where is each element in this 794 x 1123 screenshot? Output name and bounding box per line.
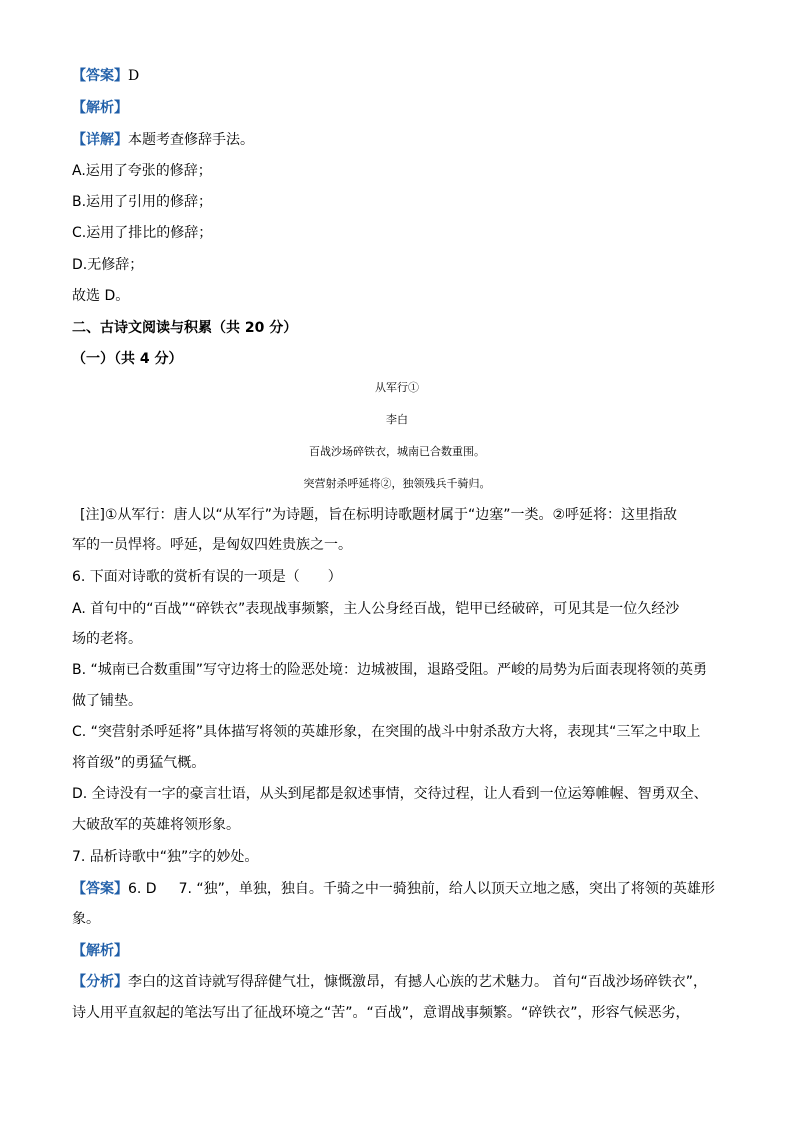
answer-line-1 bbox=[72, 66, 722, 86]
answer-value: D bbox=[128, 68, 140, 84]
analysis-label-2: 【解析】 bbox=[72, 943, 128, 959]
option-d: D.无修辞； bbox=[72, 257, 144, 273]
fenxi-line-2: 诗人用平直叙起的笔法写出了征战环境之“苦”。“百战”，意谓战事频繁。“碎铁衣”，形容气候恶劣， bbox=[72, 1005, 690, 1021]
poem-title: 从军行① bbox=[375, 381, 419, 394]
choose-line: 故选 D。 bbox=[72, 288, 130, 304]
analysis-label: 【解析】 bbox=[72, 100, 128, 116]
q6-option-c-line-1: C. “突营射杀呼延将”具体描写将领的英雄形象，在突围的战斗中射杀敌方大将，表现其“三军之中取上 bbox=[72, 724, 701, 740]
detail-line bbox=[72, 130, 722, 150]
poem-line-1: 百战沙场碎铁衣，城南已合数重围。 bbox=[309, 445, 485, 458]
analysis-label-2-line bbox=[72, 941, 722, 961]
answer-label-2: 【答案】 bbox=[72, 881, 128, 897]
analysis-label-1 bbox=[72, 98, 722, 118]
subsection-heading: （一）（共 4 分） bbox=[72, 351, 183, 367]
fenxi-line-1 bbox=[72, 972, 722, 992]
option-c: C.运用了排比的修辞； bbox=[72, 225, 213, 241]
q6-option-d-line-2: 大破敌军的英雄将领形象。 bbox=[72, 817, 240, 833]
poem-line-2: 突营射杀呼延将②，独领残兵千骑归。 bbox=[303, 477, 491, 490]
q6-option-c-line-2: 将首级”的勇猛气概。 bbox=[72, 755, 206, 771]
q6-option-b-line-2: 做了铺垫。 bbox=[72, 693, 142, 709]
answer-6: 6. D bbox=[128, 881, 157, 897]
note-line-1: [注]①从军行：唐人以“从军行”为诗题，旨在标明诗歌题材属于“边塞”一类。②呼延将：这里指敌 bbox=[80, 507, 678, 523]
fenxi-label: 【分析】 bbox=[72, 974, 128, 990]
section-heading: 二、古诗文阅读与积累（共 20 分） bbox=[72, 320, 298, 336]
q6-option-d-line-1: D. 全诗没有一字的豪言壮语，从头到尾都是叙述事情，交待过程，让人看到一位运筹帷幄、智勇双全、 bbox=[72, 786, 708, 802]
answer-line-2 bbox=[72, 879, 722, 899]
answer-7: 7. “独”，单独，独自。千骑之中一骑独前，给人以顶天立地之感，突出了将领的英雄形 bbox=[178, 881, 715, 897]
q6-option-a-line-2: 场的老将。 bbox=[72, 631, 142, 647]
poem-author: 李白 bbox=[386, 413, 408, 426]
answer-label: 【答案】 bbox=[72, 68, 128, 84]
q6-option-b-line-1: B. “城南已合数重围”写守边将士的险恶处境：边城被围，退路受阻。严峻的局势为后面表现将领的英勇 bbox=[72, 662, 708, 678]
answer-7-continued: 象。 bbox=[72, 911, 100, 927]
question-7-stem: 7. 品析诗歌中“独”字的妙处。 bbox=[72, 849, 259, 865]
detail-text: 本题考查修辞手法。 bbox=[128, 132, 254, 148]
note-line-2: 军的一员悍将。呼延，是匈奴四姓贵族之一。 bbox=[72, 537, 352, 553]
detail-label: 【详解】 bbox=[72, 132, 128, 148]
option-a: A.运用了夸张的修辞； bbox=[72, 163, 212, 179]
fenxi-text-1: 李白的这首诗就写得辞健气壮，慷慨激昂，有撼人心族的艺术魅力。 首句“百战沙场碎铁衣”， bbox=[128, 974, 707, 990]
q6-option-a-line-1: A. 首句中的“百战”“碎铁衣”表现战事频繁，主人公身经百战，铠甲已经破碎，可见其是一位久经沙 bbox=[72, 601, 680, 617]
option-b: B.运用了引用的修辞； bbox=[72, 194, 213, 210]
question-6-stem: 6. 下面对诗歌的赏析有误的一项是（ ） bbox=[72, 569, 342, 585]
